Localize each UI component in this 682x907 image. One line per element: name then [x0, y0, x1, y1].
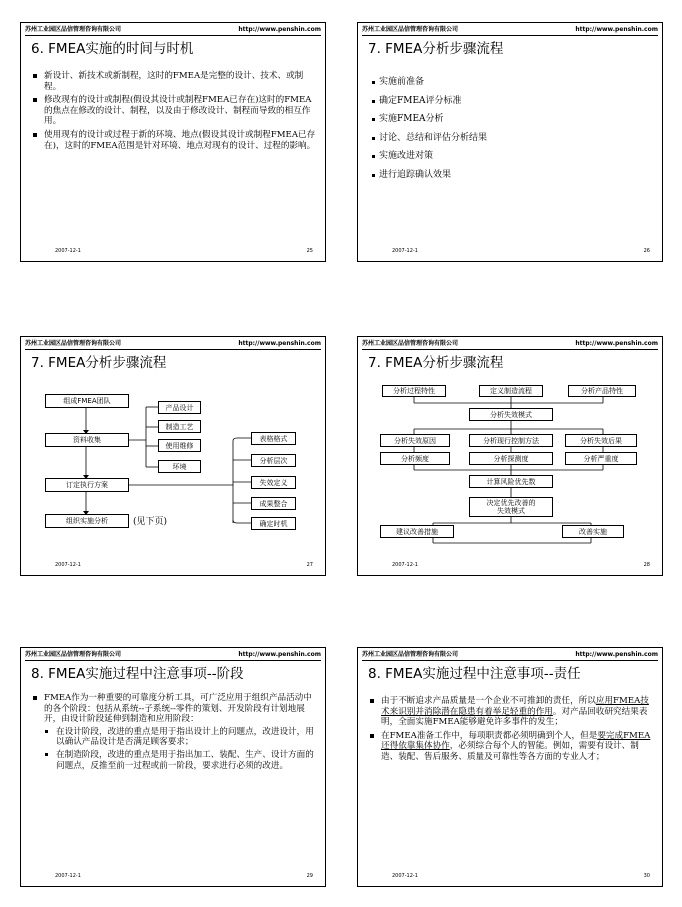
info-box-environment: 环境	[158, 460, 201, 473]
slide-date: 2007-12-1	[392, 562, 418, 568]
company-name: 苏州工业园区品信管理咨询有限公司	[25, 340, 122, 347]
flow-box-define-process: 定义制造流程	[479, 385, 543, 397]
slide-25	[20, 22, 326, 262]
bullet-text: 在FMEA准备工作中，每项职责都必须明确到个人，但是	[381, 730, 598, 741]
bullet-item	[31, 693, 317, 771]
flow-box-product-char: 分析产品特性	[568, 385, 636, 397]
plan-box-form: 表格格式	[251, 432, 296, 445]
bullet-item: 修改现有的设计或制程(假设其设计或制程FMEA已存在)这时的FMEA的焦点在修改的设计、制程，以及由于修改设计、制程而导致的相互作用。	[31, 95, 317, 127]
company-name: 苏州工业园区品信管理咨询有限公司	[362, 26, 459, 33]
bullet-text: FMEA作为一种重要的可靠度分析工具，可广泛应用于组织产品活动中的各个阶段：包括从系统--子系统--零件的策划、开发阶段有计划地展开，由设计阶段延伸到制造和应用阶段：	[44, 693, 312, 725]
slide-date: 2007-12-1	[55, 562, 81, 568]
plan-box-level: 分析层次	[251, 454, 296, 467]
flow-box-rpn: 计算风险优先数	[469, 475, 553, 488]
slide-title: 6. FMEA实施的时间与时机	[31, 41, 194, 57]
flow-box-plan: 订定执行方案	[45, 478, 129, 492]
flow-box-failure-mode: 分析失效模式	[469, 408, 553, 421]
slide-title: 8. FMEA实施过程中注意事项--阶段	[31, 666, 244, 682]
slide-date: 2007-12-1	[392, 873, 418, 879]
flow-box-severity: 分析严重度	[565, 452, 637, 465]
plan-box-integration: 成果整合	[251, 497, 296, 510]
underlined-text: 应用FMEA技术来识别并消除潜在隐患有着举足轻重的作用	[381, 696, 649, 717]
bullet-text: ，必须综合每个人的智能。例如，需要有设计、制造、装配、售后服务、质量及可靠性等各方面的专业人才；	[381, 741, 639, 762]
step-item: 实施改进对策	[372, 147, 654, 166]
slide-title: 7. FMEA分析步骤流程	[31, 355, 167, 371]
flow-box-priority-mode: 决定优先改善的失效模式	[469, 497, 553, 517]
slide-26	[357, 22, 663, 262]
flow-box-suggest-improvement: 建议改善措施	[380, 525, 454, 538]
bullet-text: 由于不断追求产品质量是一个企业不可推卸的责任，所以	[381, 696, 596, 706]
step-item: 讨论、总结和评估分析结果	[372, 129, 654, 148]
slide-title: 8. FMEA实施过程中注意事项--责任	[368, 666, 581, 682]
plan-box-timing: 确定时机	[251, 517, 296, 530]
slide-29	[20, 647, 326, 887]
flow-box-data-collection: 资料收集	[45, 433, 129, 447]
website-url[interactable]: http://www.penshin.com	[238, 340, 321, 347]
slide-date: 2007-12-1	[392, 248, 418, 254]
slide-date: 2007-12-1	[55, 873, 81, 879]
slide-header	[362, 25, 658, 36]
page-number: 30	[643, 873, 650, 879]
flow-box-current-control: 分析现行控制方法	[469, 434, 553, 447]
sub-bullet-item: 在制造阶段，改进的重点是用于指出加工、装配、生产、设计方面的问题点，反推至前一过程或前一阶段，要求进行必须的改进。	[44, 750, 317, 771]
step-item: 实施前准备	[372, 73, 654, 92]
see-next-page-note: (见下页)	[133, 517, 168, 527]
slide-28	[357, 336, 663, 576]
bullet-item: 新设计、新技术或新制程，这时的FMEA是完整的设计、技术、或制程。	[31, 71, 317, 92]
sub-bullet-item: 在设计阶段，改进的重点是用于指出设计上的问题点，改进设计，用以确认产品设计是否满足顾客要求；	[44, 727, 317, 748]
slide-header	[25, 650, 321, 661]
flow-box-implement: 组织实施分析	[45, 514, 129, 528]
bullet-item	[368, 731, 654, 763]
flow-box-process-char: 分析过程特性	[382, 385, 446, 397]
step-item: 进行追踪确认效果	[372, 166, 654, 185]
company-name: 苏州工业园区品信管理咨询有限公司	[25, 651, 122, 658]
page-number: 26	[643, 248, 650, 254]
company-name: 苏州工业园区品信管理咨询有限公司	[25, 26, 122, 33]
company-name: 苏州工业园区品信管理咨询有限公司	[362, 340, 459, 347]
bullet-text: 。对产品回收研究结果表明，全面实施FMEA能够避免许多事件的发生；	[381, 706, 648, 728]
slide-title: 7. FMEA分析步骤流程	[368, 41, 504, 57]
page-number: 28	[643, 562, 650, 568]
page-number: 27	[306, 562, 313, 568]
slide-27	[20, 336, 326, 576]
bullet-item	[368, 696, 654, 728]
flow-box-implement-improvement: 改善实施	[562, 525, 624, 538]
step-item: 实施FMEA分析	[372, 110, 654, 129]
slide-date: 2007-12-1	[55, 248, 81, 254]
slide-title: 7. FMEA分析步骤流程	[368, 355, 504, 371]
website-url[interactable]: http://www.penshin.com	[575, 26, 658, 33]
website-url[interactable]: http://www.penshin.com	[575, 651, 658, 658]
flow-box-detection: 分析探测度	[469, 452, 553, 465]
page-number: 29	[306, 873, 313, 879]
step-item: 确定FMEA评分标准	[372, 92, 654, 111]
website-url[interactable]: http://www.penshin.com	[575, 340, 658, 347]
info-box-product-design: 产品设计	[158, 401, 201, 414]
slide-30	[357, 647, 663, 887]
flow-box-team: 组成FMEA团队	[45, 394, 129, 408]
info-box-maintenance: 使用维修	[158, 439, 201, 452]
slide-header	[362, 650, 658, 661]
bullet-item: 使用现有的设计或过程于新的环境、地点(假设其设计或制程FMEA已存在)，这时的FMEA范围是针对环境、地点对现有的设计、过程的影响。	[31, 130, 317, 151]
info-box-process: 制造工艺	[158, 420, 201, 433]
flow-box-failure-effect: 分析失效后果	[565, 434, 637, 447]
flow-box-occurrence: 分析频度	[380, 452, 450, 465]
slide-header	[25, 25, 321, 36]
website-url[interactable]: http://www.penshin.com	[238, 26, 321, 33]
company-name: 苏州工业园区品信管理咨询有限公司	[362, 651, 459, 658]
page-number: 25	[306, 248, 313, 254]
underlined-text: 要完成FMEA还得依靠集体协作	[381, 730, 651, 752]
flow-box-failure-cause: 分析失效原因	[380, 434, 450, 447]
plan-box-failure-def: 失效定义	[251, 476, 296, 489]
website-url[interactable]: http://www.penshin.com	[238, 651, 321, 658]
